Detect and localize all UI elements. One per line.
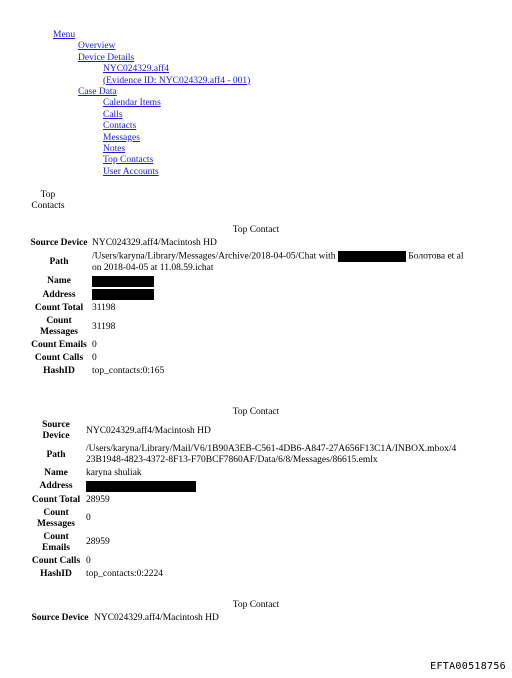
menu-item xyxy=(0,30,250,41)
table-row xyxy=(28,237,498,250)
field-label: Count Messages xyxy=(40,316,78,338)
record-title: Top Contact xyxy=(232,407,280,417)
table-row xyxy=(28,275,498,289)
case-item-calendar xyxy=(0,98,250,109)
field-value: 28959 xyxy=(86,537,110,548)
field-label: Address xyxy=(39,481,73,492)
table-row xyxy=(28,443,498,467)
messages-link[interactable]: Messages xyxy=(103,132,140,143)
field-value: 0 xyxy=(86,513,91,524)
table-row xyxy=(28,507,498,531)
case-item-top-contacts xyxy=(0,155,250,166)
field-value: NYC024329.aff4/Macintosh HD xyxy=(86,425,211,436)
field-value: NYC024329.aff4/Macintosh HD xyxy=(94,613,219,623)
notes-link[interactable]: Notes xyxy=(103,144,126,155)
field-value: 28959 xyxy=(86,494,110,505)
field-value: karyna shuliak xyxy=(86,468,142,478)
field-label: HashID xyxy=(40,568,72,579)
field-label: Name xyxy=(44,468,68,478)
path-value xyxy=(90,250,498,275)
field-label: Address xyxy=(42,289,76,300)
field-label: Source Device xyxy=(42,420,70,441)
case-item-contacts xyxy=(0,121,250,132)
table-row xyxy=(28,339,498,352)
case-item-notes xyxy=(0,144,250,155)
field-value: 0 xyxy=(92,353,97,364)
field-value: top_contacts:0:2224 xyxy=(86,568,164,579)
field-label: Source Device xyxy=(30,238,88,248)
field-label: Count Emails xyxy=(31,340,87,351)
field-label: Path xyxy=(46,449,66,460)
case-item-calls xyxy=(0,110,250,121)
table-row xyxy=(28,302,498,315)
evidence-id-link[interactable]: (Evidence ID: NYC024329.aff4 - 001) xyxy=(103,75,251,86)
field-value: 0 xyxy=(92,340,97,351)
field-value: top_contacts:0:165 xyxy=(92,366,165,377)
table-row xyxy=(28,365,498,378)
field-label: Count Calls xyxy=(34,353,84,364)
table-row xyxy=(28,288,498,302)
field-label: Name xyxy=(47,276,71,287)
redaction-box xyxy=(338,251,406,262)
device-file-link[interactable]: NYC024329.aff4 xyxy=(103,64,170,75)
overview-link[interactable]: Overview xyxy=(78,41,116,52)
table-row xyxy=(28,250,498,275)
user-accounts-link[interactable]: User Accounts xyxy=(103,166,159,177)
section-heading: Top Contacts xyxy=(31,190,65,211)
path-part: /Users/karyna/Library/Messages/Archive/2018-04-05/Chat with xyxy=(92,251,336,262)
field-label: Count Total xyxy=(34,303,84,314)
field-label: Source Device xyxy=(31,613,89,623)
case-data-link[interactable]: Case Data xyxy=(78,87,117,98)
record-table xyxy=(28,612,498,625)
path-value xyxy=(84,443,498,467)
field-label: Count Total xyxy=(31,494,81,505)
field-label: Count Emails xyxy=(42,531,70,553)
field-label: Path xyxy=(49,256,69,267)
table-row xyxy=(28,568,498,581)
calendar-items-link[interactable]: Calendar Items xyxy=(103,98,161,109)
navigation-menu xyxy=(0,30,250,178)
top-contacts-link[interactable]: Top Contacts xyxy=(103,155,154,166)
field-value xyxy=(84,480,498,494)
table-row xyxy=(28,494,498,507)
contacts-link[interactable]: Contacts xyxy=(103,121,137,132)
table-row xyxy=(28,315,498,339)
path-part: 23B1948-4823-4372-8F13-F70BCF7860AF/Data/6/8/Messages/86615.emlx xyxy=(86,455,378,465)
case-item-user-accounts xyxy=(0,167,250,178)
redaction-box xyxy=(92,289,154,300)
field-label: Count Calls xyxy=(31,555,81,566)
menu-item-overview xyxy=(0,41,250,52)
field-value: 31198 xyxy=(92,321,116,332)
menu-link[interactable]: Menu xyxy=(53,30,76,40)
table-row xyxy=(28,612,498,625)
calls-link[interactable]: Calls xyxy=(103,109,123,120)
record-title: Top Contact xyxy=(232,600,280,610)
path-part: /Users/karyna/Library/Mail/V6/1B90A3EB-C561-4DB6-A847-27A656F13C1A/INBOX.mbox/4 xyxy=(86,444,457,454)
table-row xyxy=(28,467,498,480)
redaction-box xyxy=(92,276,154,287)
field-label: Count Messages xyxy=(37,507,75,529)
record-table xyxy=(28,419,498,581)
path-part: Болотова et al xyxy=(408,251,464,262)
menu-item-device-file xyxy=(0,64,250,75)
field-value xyxy=(90,288,498,302)
table-row xyxy=(28,352,498,365)
case-item-messages xyxy=(0,133,250,144)
table-row xyxy=(28,419,498,443)
table-row xyxy=(28,531,498,555)
field-value: 31198 xyxy=(92,303,116,314)
field-value: 0 xyxy=(86,555,91,566)
record-title: Top Contact xyxy=(232,225,280,235)
record-table xyxy=(28,237,498,378)
device-details-link[interactable]: Device Details xyxy=(78,52,135,63)
menu-item-evidence xyxy=(0,76,250,87)
field-label: HashID xyxy=(43,366,75,377)
menu-item-device-details xyxy=(0,53,250,64)
table-row xyxy=(28,555,498,568)
document-id: EFTA00518756 xyxy=(430,661,506,672)
redaction-box xyxy=(86,481,196,492)
field-value xyxy=(90,275,498,289)
menu-item-case-data xyxy=(0,87,250,98)
path-part: on 2018-04-05 at 11.08.59.ichat xyxy=(92,262,214,273)
table-row xyxy=(28,480,498,494)
field-value: NYC024329.aff4/Macintosh HD xyxy=(92,238,217,248)
